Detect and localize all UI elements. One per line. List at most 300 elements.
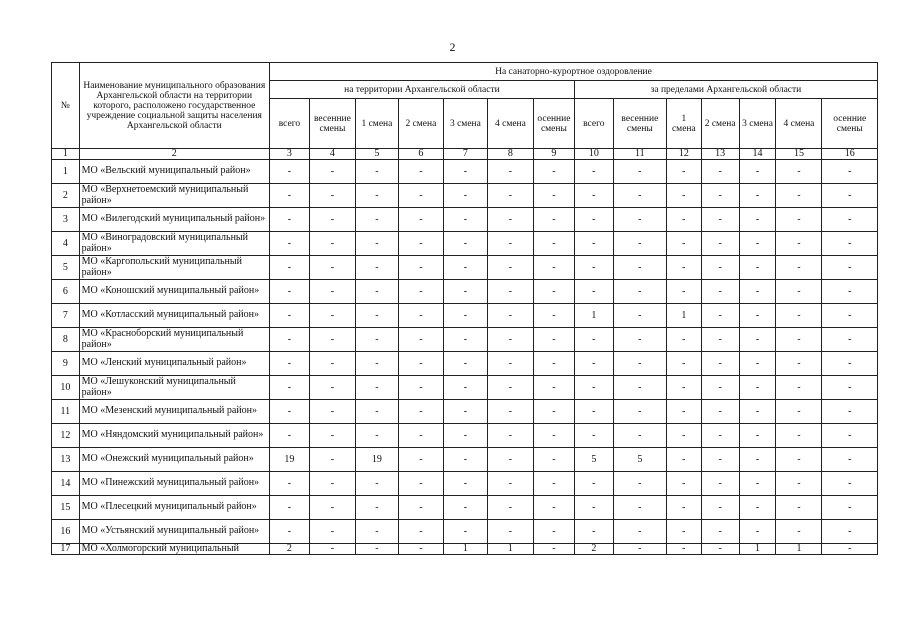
value-cell: -: [269, 496, 309, 520]
column-number: 3: [269, 149, 309, 160]
value-cell: -: [309, 280, 355, 304]
value-cell: -: [666, 424, 701, 448]
value-cell: -: [739, 424, 776, 448]
value-cell: -: [533, 376, 574, 400]
value-cell: -: [269, 184, 309, 208]
value-cell: -: [355, 520, 398, 544]
value-cell: -: [533, 448, 574, 472]
municipality-name: МО «Холмогорский муниципальный: [79, 544, 269, 555]
column-number: 9: [533, 149, 574, 160]
value-cell: -: [666, 472, 701, 496]
table-row: [52, 280, 878, 304]
value-cell: -: [443, 520, 487, 544]
value-cell: -: [822, 400, 878, 424]
value-cell: 19: [269, 448, 309, 472]
value-cell: -: [398, 232, 443, 256]
value-cell: -: [822, 472, 878, 496]
value-cell: -: [355, 400, 398, 424]
value-cell: -: [487, 448, 533, 472]
table-row: [52, 304, 878, 328]
column-number: 12: [666, 149, 701, 160]
value-cell: -: [533, 328, 574, 352]
value-cell: -: [309, 520, 355, 544]
value-cell: -: [443, 160, 487, 184]
header-inside-col: всего: [269, 99, 309, 149]
value-cell: -: [822, 280, 878, 304]
table-row: [52, 160, 878, 184]
value-cell: -: [398, 184, 443, 208]
value-cell: -: [613, 376, 666, 400]
value-cell: -: [309, 232, 355, 256]
table-row: [52, 544, 878, 555]
value-cell: -: [269, 232, 309, 256]
value-cell: -: [776, 328, 822, 352]
table-row: [52, 448, 878, 472]
value-cell: -: [398, 496, 443, 520]
value-cell: -: [701, 544, 739, 555]
value-cell: -: [443, 328, 487, 352]
value-cell: -: [398, 376, 443, 400]
column-number: 8: [487, 149, 533, 160]
value-cell: -: [613, 424, 666, 448]
column-number: 16: [822, 149, 878, 160]
value-cell: -: [355, 352, 398, 376]
value-cell: 1: [443, 544, 487, 555]
value-cell: -: [309, 400, 355, 424]
value-cell: -: [487, 304, 533, 328]
table-row: [52, 256, 878, 280]
value-cell: -: [487, 400, 533, 424]
value-cell: 1: [739, 544, 776, 555]
value-cell: -: [701, 376, 739, 400]
value-cell: -: [533, 184, 574, 208]
value-cell: -: [739, 256, 776, 280]
column-number: 15: [776, 149, 822, 160]
value-cell: -: [574, 472, 613, 496]
value-cell: -: [533, 352, 574, 376]
value-cell: -: [776, 472, 822, 496]
value-cell: -: [533, 304, 574, 328]
value-cell: -: [574, 376, 613, 400]
value-cell: -: [701, 160, 739, 184]
header-inside-col: 1 смена: [355, 99, 398, 149]
municipality-name: МО «Пинежский муниципальный район»: [79, 472, 269, 496]
value-cell: -: [822, 328, 878, 352]
value-cell: -: [822, 448, 878, 472]
value-cell: -: [355, 256, 398, 280]
municipality-name: МО «Плесецкий муниципальный район»: [79, 496, 269, 520]
value-cell: -: [776, 184, 822, 208]
row-number: 15: [52, 496, 80, 520]
value-cell: -: [574, 208, 613, 232]
value-cell: -: [776, 520, 822, 544]
value-cell: -: [309, 496, 355, 520]
value-cell: -: [533, 424, 574, 448]
value-cell: -: [355, 184, 398, 208]
value-cell: -: [443, 184, 487, 208]
value-cell: -: [269, 256, 309, 280]
value-cell: -: [309, 208, 355, 232]
value-cell: -: [355, 376, 398, 400]
value-cell: -: [666, 160, 701, 184]
value-cell: -: [739, 208, 776, 232]
column-number: 4: [309, 149, 355, 160]
value-cell: -: [487, 184, 533, 208]
value-cell: -: [666, 256, 701, 280]
value-cell: -: [443, 424, 487, 448]
table-row: [52, 400, 878, 424]
value-cell: -: [487, 160, 533, 184]
row-number: 8: [52, 328, 80, 352]
value-cell: -: [776, 208, 822, 232]
column-number: 13: [701, 149, 739, 160]
value-cell: -: [739, 520, 776, 544]
value-cell: -: [269, 160, 309, 184]
value-cell: -: [613, 208, 666, 232]
value-cell: -: [822, 160, 878, 184]
value-cell: -: [574, 328, 613, 352]
municipality-name: МО «Красноборский муниципальный район»: [79, 328, 269, 352]
value-cell: 1: [487, 544, 533, 555]
value-cell: -: [269, 352, 309, 376]
value-cell: -: [613, 256, 666, 280]
value-cell: -: [574, 520, 613, 544]
value-cell: -: [309, 256, 355, 280]
value-cell: -: [701, 496, 739, 520]
value-cell: -: [613, 280, 666, 304]
value-cell: -: [309, 448, 355, 472]
page-number: 2: [449, 40, 456, 54]
value-cell: -: [443, 352, 487, 376]
value-cell: 1: [574, 304, 613, 328]
value-cell: -: [355, 280, 398, 304]
header-inside-col: осенние смены: [533, 99, 574, 149]
header-outside-col: 1 смена: [666, 99, 701, 149]
value-cell: -: [443, 280, 487, 304]
header-inside-col: 4 смена: [487, 99, 533, 149]
value-cell: -: [666, 448, 701, 472]
value-cell: -: [574, 280, 613, 304]
value-cell: -: [533, 208, 574, 232]
value-cell: -: [613, 400, 666, 424]
value-cell: -: [487, 232, 533, 256]
value-cell: -: [613, 184, 666, 208]
value-cell: -: [398, 544, 443, 555]
value-cell: -: [739, 304, 776, 328]
value-cell: -: [398, 280, 443, 304]
value-cell: -: [487, 256, 533, 280]
column-number: 7: [443, 149, 487, 160]
value-cell: -: [613, 304, 666, 328]
value-cell: 2: [574, 544, 613, 555]
header-inside-region: на территории Архангельской области: [269, 81, 574, 99]
value-cell: -: [613, 520, 666, 544]
value-cell: -: [355, 304, 398, 328]
value-cell: -: [822, 208, 878, 232]
header-outside-col: 3 смена: [739, 99, 776, 149]
value-cell: -: [613, 544, 666, 555]
value-cell: -: [269, 328, 309, 352]
value-cell: -: [443, 232, 487, 256]
table-row: [52, 232, 878, 256]
value-cell: -: [613, 232, 666, 256]
header-inside-col: 2 смена: [398, 99, 443, 149]
value-cell: -: [666, 184, 701, 208]
value-cell: -: [739, 496, 776, 520]
value-cell: -: [487, 424, 533, 448]
municipality-name: МО «Вельский муниципальный район»: [79, 160, 269, 184]
value-cell: -: [487, 328, 533, 352]
value-cell: -: [776, 280, 822, 304]
value-cell: 5: [613, 448, 666, 472]
value-cell: -: [701, 520, 739, 544]
value-cell: -: [701, 208, 739, 232]
value-cell: -: [776, 424, 822, 448]
value-cell: -: [269, 400, 309, 424]
value-cell: -: [739, 328, 776, 352]
value-cell: -: [822, 520, 878, 544]
value-cell: -: [613, 352, 666, 376]
value-cell: -: [574, 496, 613, 520]
value-cell: -: [309, 424, 355, 448]
value-cell: -: [355, 160, 398, 184]
column-number: 2: [79, 149, 269, 160]
value-cell: -: [533, 256, 574, 280]
value-cell: -: [613, 328, 666, 352]
row-number: 1: [52, 160, 80, 184]
value-cell: -: [739, 448, 776, 472]
value-cell: -: [822, 376, 878, 400]
value-cell: -: [487, 496, 533, 520]
value-cell: -: [269, 280, 309, 304]
value-cell: -: [739, 400, 776, 424]
column-number: 6: [398, 149, 443, 160]
data-table: [51, 62, 878, 555]
value-cell: -: [443, 400, 487, 424]
value-cell: -: [398, 160, 443, 184]
header-outside-col: всего: [574, 99, 613, 149]
value-cell: -: [776, 448, 822, 472]
value-cell: -: [355, 328, 398, 352]
value-cell: -: [574, 424, 613, 448]
value-cell: -: [443, 208, 487, 232]
value-cell: -: [701, 424, 739, 448]
value-cell: -: [666, 280, 701, 304]
row-number: 14: [52, 472, 80, 496]
municipality-name: МО «Лешуконский муниципальный район»: [79, 376, 269, 400]
value-cell: -: [666, 544, 701, 555]
value-cell: -: [701, 352, 739, 376]
column-number: 1: [52, 149, 80, 160]
column-number: 10: [574, 149, 613, 160]
value-cell: -: [487, 208, 533, 232]
value-cell: -: [776, 352, 822, 376]
value-cell: -: [701, 232, 739, 256]
value-cell: -: [701, 184, 739, 208]
value-cell: -: [776, 400, 822, 424]
value-cell: -: [443, 472, 487, 496]
value-cell: -: [701, 256, 739, 280]
value-cell: -: [666, 376, 701, 400]
value-cell: -: [666, 232, 701, 256]
row-number: 13: [52, 448, 80, 472]
value-cell: -: [309, 352, 355, 376]
header-inside-col: 3 смена: [443, 99, 487, 149]
value-cell: -: [574, 352, 613, 376]
value-cell: -: [398, 328, 443, 352]
table-row: [52, 520, 878, 544]
value-cell: -: [822, 184, 878, 208]
value-cell: -: [269, 208, 309, 232]
value-cell: -: [574, 256, 613, 280]
municipality-name: МО «Мезенский муниципальный район»: [79, 400, 269, 424]
table-row: [52, 424, 878, 448]
table-row: [52, 208, 878, 232]
value-cell: 19: [355, 448, 398, 472]
value-cell: 1: [776, 544, 822, 555]
value-cell: -: [309, 304, 355, 328]
value-cell: -: [443, 376, 487, 400]
value-cell: -: [398, 256, 443, 280]
value-cell: -: [739, 280, 776, 304]
row-number: 16: [52, 520, 80, 544]
value-cell: -: [574, 184, 613, 208]
value-cell: -: [666, 496, 701, 520]
municipality-name: МО «Виноградовский муниципальный район»: [79, 232, 269, 256]
value-cell: -: [355, 496, 398, 520]
value-cell: -: [822, 232, 878, 256]
row-number: 12: [52, 424, 80, 448]
value-cell: -: [739, 232, 776, 256]
column-number: 5: [355, 149, 398, 160]
value-cell: -: [398, 352, 443, 376]
value-cell: -: [309, 328, 355, 352]
value-cell: -: [533, 232, 574, 256]
value-cell: -: [269, 472, 309, 496]
value-cell: -: [269, 376, 309, 400]
value-cell: -: [701, 304, 739, 328]
value-cell: -: [574, 400, 613, 424]
value-cell: -: [487, 376, 533, 400]
value-cell: -: [355, 232, 398, 256]
value-cell: -: [269, 304, 309, 328]
value-cell: -: [533, 160, 574, 184]
value-cell: -: [776, 256, 822, 280]
value-cell: -: [487, 472, 533, 496]
value-cell: -: [701, 328, 739, 352]
value-cell: -: [533, 280, 574, 304]
value-cell: -: [776, 232, 822, 256]
row-number: 3: [52, 208, 80, 232]
value-cell: -: [776, 160, 822, 184]
row-number: 11: [52, 400, 80, 424]
table-row: [52, 496, 878, 520]
value-cell: -: [574, 232, 613, 256]
value-cell: -: [533, 496, 574, 520]
value-cell: -: [701, 400, 739, 424]
value-cell: -: [822, 424, 878, 448]
value-cell: -: [613, 496, 666, 520]
value-cell: -: [533, 544, 574, 555]
value-cell: -: [355, 208, 398, 232]
value-cell: -: [666, 352, 701, 376]
value-cell: -: [739, 184, 776, 208]
value-cell: -: [309, 472, 355, 496]
value-cell: -: [776, 304, 822, 328]
value-cell: -: [666, 208, 701, 232]
municipality-name: МО «Ленский муниципальный район»: [79, 352, 269, 376]
value-cell: -: [822, 256, 878, 280]
value-cell: -: [739, 352, 776, 376]
value-cell: -: [398, 304, 443, 328]
value-cell: -: [443, 256, 487, 280]
header-outside-col: 2 смена: [701, 99, 739, 149]
value-cell: -: [487, 280, 533, 304]
header-outside-col: 4 смена: [776, 99, 822, 149]
value-cell: -: [666, 400, 701, 424]
table-row: [52, 328, 878, 352]
value-cell: -: [309, 160, 355, 184]
value-cell: 5: [574, 448, 613, 472]
municipality-name: МО «Коношский муниципальный район»: [79, 280, 269, 304]
value-cell: -: [269, 520, 309, 544]
table-row: [52, 352, 878, 376]
column-number: 14: [739, 149, 776, 160]
value-cell: -: [487, 352, 533, 376]
municipality-name: МО «Вилегодский муниципальный район»: [79, 208, 269, 232]
municipality-name: МО «Верхнетоемский муниципальный район»: [79, 184, 269, 208]
value-cell: -: [355, 424, 398, 448]
value-cell: -: [666, 328, 701, 352]
municipality-name: МО «Котласский муниципальный район»: [79, 304, 269, 328]
value-cell: -: [739, 160, 776, 184]
value-cell: -: [739, 376, 776, 400]
municipality-name: МО «Няндомский муниципальный район»: [79, 424, 269, 448]
value-cell: -: [701, 472, 739, 496]
header-name: Наименование муниципального образования Архангельской области на территории которого, расположено государственное учреждение социальной защиты населения Архангельской области: [79, 63, 269, 149]
value-cell: -: [269, 424, 309, 448]
value-cell: -: [822, 352, 878, 376]
value-cell: -: [443, 304, 487, 328]
table-row: [52, 472, 878, 496]
value-cell: -: [701, 448, 739, 472]
value-cell: -: [355, 472, 398, 496]
column-number: 11: [613, 149, 666, 160]
header-inside-col: весенние смены: [309, 99, 355, 149]
value-cell: -: [822, 304, 878, 328]
header-outside-col: весенние смены: [613, 99, 666, 149]
value-cell: -: [739, 472, 776, 496]
value-cell: -: [574, 160, 613, 184]
value-cell: -: [776, 496, 822, 520]
header-no: №: [52, 63, 80, 149]
value-cell: -: [613, 160, 666, 184]
value-cell: -: [533, 400, 574, 424]
value-cell: -: [822, 496, 878, 520]
municipality-name: МО «Онежский муниципальный район»: [79, 448, 269, 472]
value-cell: -: [398, 448, 443, 472]
row-number: 4: [52, 232, 80, 256]
row-number: 6: [52, 280, 80, 304]
value-cell: -: [666, 520, 701, 544]
value-cell: -: [309, 544, 355, 555]
value-cell: -: [776, 376, 822, 400]
value-cell: 1: [666, 304, 701, 328]
value-cell: -: [398, 520, 443, 544]
row-number: 17: [52, 544, 80, 555]
municipality-name: МО «Устьянский муниципальный район»: [79, 520, 269, 544]
value-cell: 2: [269, 544, 309, 555]
